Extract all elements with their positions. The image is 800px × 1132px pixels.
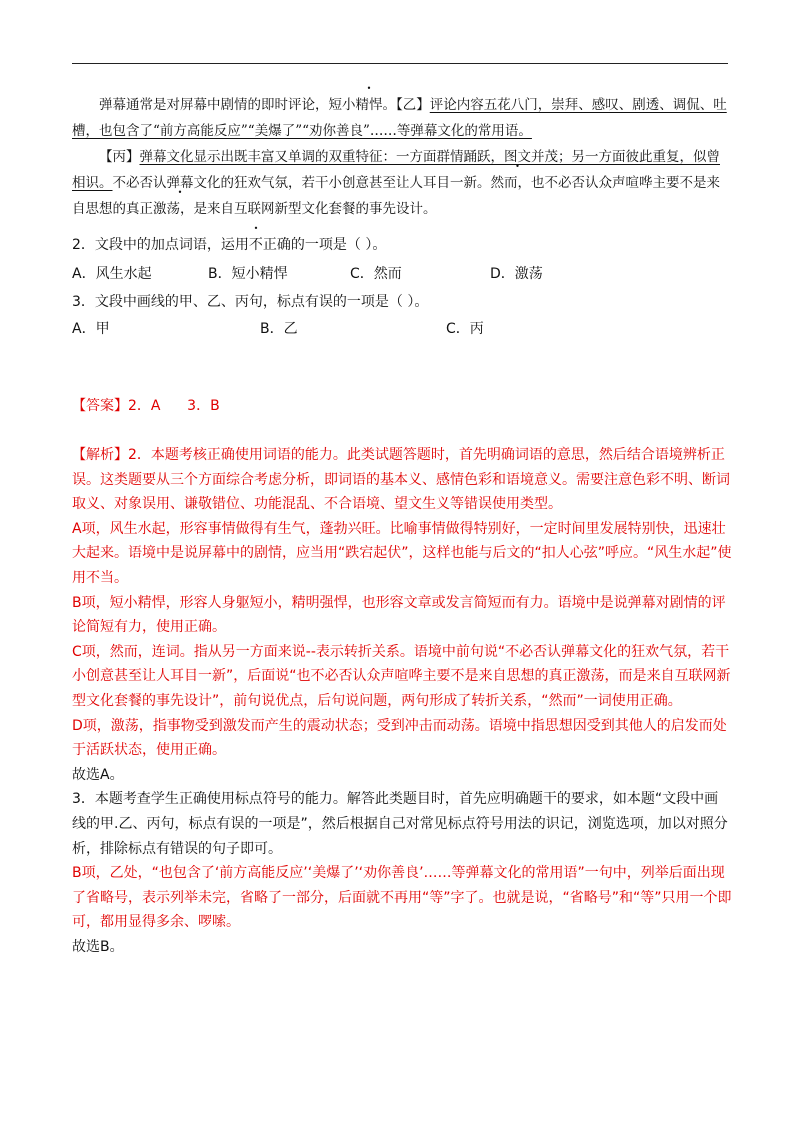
analysis-paragraph: 2．本题考核正确使用词语的能力。此类试题答题时，首先明确词语的意思，然后结合语境辨析正误。这类题要从三个方面综合考虑分析，即词语的基本义、感情色彩和语境意义。需要注意色彩不明、断词取义、对象误用、谦敬错位、功能混乱、不合语境、望文生义等错误使用类型。	[72, 447, 730, 513]
answer-text: 2．A 3．B	[128, 398, 220, 414]
q3-option-c: C．丙	[446, 321, 484, 337]
q2-option-b: B．短小精悍	[208, 266, 288, 282]
dotted-word: 不	[248, 237, 263, 253]
question-text: 2．文段中的加点词语，运用	[72, 237, 249, 253]
analysis-paragraph: B项，乙处，“也包含了‘前方高能反应’‘美爆了’‘劝你善良’……等弹幕文化的常用语”一句中，列举后面出现了省略号，表示列举未完，省略了一部分，后面就不再用“等”字了。也就是说，“省略号”和“等”只用一个即可，都用显得多余、啰嗦。	[72, 865, 732, 931]
q2-option-c: C．然而	[350, 266, 402, 282]
passage-text: 。【乙】	[382, 97, 430, 113]
q3-option-a: A．甲	[72, 321, 110, 337]
passage-paragraph-2	[72, 144, 732, 222]
question-2	[72, 234, 386, 256]
answer-label: 【答案】	[72, 398, 128, 414]
analysis-label: 【解析】	[72, 447, 128, 463]
passage-text: 弹幕通常是对屏幕中剧情的即时评论，	[99, 97, 329, 113]
passage-text: 不必否认弹幕文化的狂欢气氛，若干小创意甚至让人耳目一新。	[112, 175, 491, 191]
passage-text: ，也不必否认众声喧哗主要不是来自思想的真正	[72, 175, 720, 217]
analysis-paragraph: D项，激荡，指事物受到激发而产生的震动状态；受到冲击而动荡。语境中指思想因受到其他人的启发而处于活跃状态，使用正确。	[72, 717, 727, 759]
question-3: 3．文段中画线的甲、乙、丙句，标点有误的一项是（ ）。	[72, 294, 429, 310]
passage-text: 【丙】	[99, 149, 140, 165]
question-text: 正确的一项是（ ）。	[262, 237, 387, 253]
analysis-paragraph: C项，然而，连词。指从另一方面来说--表示转折关系。语境中前句说“不必否认弹幕文化的狂欢气氛，若干小创意甚至让人耳目一新”，后面说“也不必否认众声喧哗主要不是来自思想的真正激荡，而是来自互联网新型文化套餐的事先设计”，前句说优点，后句说问题，两句形成了转折关系，“然而”一词使用正确。	[72, 643, 731, 709]
q2-option-d: D．激荡	[490, 266, 543, 282]
analysis-paragraph: 故选B。	[72, 938, 124, 955]
analysis-paragraph: A项，风生水起，形容事情做得有生气，蓬勃兴旺。比喻事情做得特别好，一定时间里发展特别快，迅速壮大起来。语境中是说屏幕中的剧情，应当用“跌宕起伏”，这样也能与后文的“扣人心弦”呼应。“风生水起”使用不当。	[72, 520, 732, 586]
underlined-sentence-bing: 弹幕文化显示出既丰富又单调的双重特征：一方面群情踊跃，图文并茂；另一方面彼此重复，似曾相识。	[72, 149, 720, 191]
passage-paragraph-1	[72, 92, 732, 144]
q2-option-a: A．风生水起	[72, 266, 152, 282]
dotted-phrase: 短小精悍	[328, 97, 383, 113]
underlined-sentence-yi: 评论内容五花八门，崇拜、感叹、剧透、调侃、吐槽，也包含了“前方高能反应”“美爆了”“劝你善良”……等弹幕文化的常用语。	[72, 97, 727, 139]
analysis-paragraph: B项，短小精悍，形容人身躯短小，精明强悍，也形容文章或发言简短而有力。语境中是说弹幕对剧情的评论简短有力，使用正确。	[72, 594, 726, 636]
header-rule	[72, 63, 728, 64]
dotted-phrase: 然而	[490, 175, 518, 191]
dotted-phrase: 激荡	[153, 201, 180, 217]
analysis-paragraph: 3．本题考查学生正确使用标点符号的能力。解答此类题目时，首先应明确题干的要求，如本题“文段中画线的甲.乙、丙句，标点有误的一项是”，然后根据自己对常见标点符号用法的识记，浏览选项，加以对照分析，排除标点有错误的句子即可。	[72, 791, 728, 857]
analysis-section	[72, 443, 732, 959]
analysis-paragraph: 故选A。	[72, 766, 124, 783]
passage-text: ，是来自互联网新型文化套餐的事先设计。	[180, 201, 437, 217]
q3-option-b: B．乙	[260, 321, 298, 337]
answer-line	[72, 395, 220, 417]
